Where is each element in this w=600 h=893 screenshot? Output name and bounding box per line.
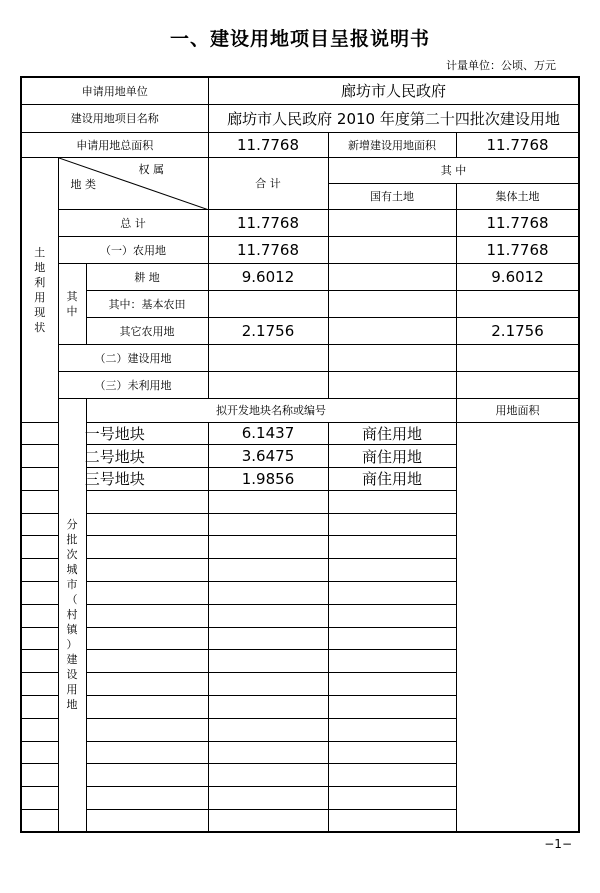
row-state <box>328 263 456 290</box>
qizhong-label <box>58 263 86 344</box>
vertical-char: 状 <box>34 320 46 334</box>
row-label: 其中：基本农田 <box>86 290 208 317</box>
plot-use <box>328 536 456 559</box>
plot-area <box>208 513 328 536</box>
status-row-unused <box>21 371 579 398</box>
vertical-char: 建 <box>66 653 78 667</box>
plot-row <box>21 673 579 696</box>
row-label: （三）未利用地 <box>58 371 208 398</box>
row-total <box>208 371 328 398</box>
plot-area: 3.6475 <box>208 445 328 468</box>
new-area-value: 11.7768 <box>456 132 579 157</box>
plot-row <box>21 810 579 833</box>
plot-name <box>21 718 208 741</box>
plot-row <box>21 764 579 787</box>
plot-area <box>208 810 328 833</box>
page-number: −1− <box>544 837 572 851</box>
total-area-label: 申请用地总面积 <box>21 132 208 157</box>
plot-area <box>208 536 328 559</box>
plot-area <box>208 787 328 810</box>
plot-name <box>21 764 208 787</box>
plot-area <box>208 764 328 787</box>
row-label: 总 计 <box>58 209 208 236</box>
plot-name <box>21 559 208 582</box>
plot-use <box>328 559 456 582</box>
unit-note: 计量单位：公顷、万元 <box>446 59 556 72</box>
row-total: 9.6012 <box>208 263 328 290</box>
status-row-basic-farmland <box>21 290 579 317</box>
row-state <box>328 317 456 344</box>
plot-name <box>21 582 208 605</box>
vertical-char: 设 <box>66 668 78 682</box>
plot-area <box>208 490 328 513</box>
plot-row <box>21 422 579 445</box>
plot-area: 1.9856 <box>208 468 328 491</box>
row-state <box>328 290 456 317</box>
plot-row <box>21 787 579 810</box>
row-label: 其它农用地 <box>86 317 208 344</box>
row-collective: 11.7768 <box>456 209 579 236</box>
plot-use <box>328 718 456 741</box>
row-total: 11.7768 <box>208 236 328 263</box>
vertical-char: 市 <box>66 578 78 592</box>
plot-row <box>21 604 579 627</box>
plot-row <box>21 627 579 650</box>
vertical-char: 地 <box>34 260 46 274</box>
plot-name <box>21 810 208 833</box>
plot-name: 三号地块 <box>21 468 208 491</box>
plot-use <box>328 673 456 696</box>
plot-row <box>21 468 579 491</box>
row-label: （二）建设用地 <box>58 344 208 371</box>
plot-area <box>208 582 328 605</box>
row-label: 耕 地 <box>86 263 208 290</box>
row-total <box>208 344 328 371</box>
col-total-header: 合 计 <box>208 157 328 209</box>
row-label: （一）农用地 <box>58 236 208 263</box>
vertical-char: 用 <box>34 290 46 304</box>
document-title: 一、建设用地项目呈报说明书 <box>169 28 430 50</box>
row-collective: 9.6012 <box>456 263 579 290</box>
col-plot-area-header: 用地面积 <box>456 398 579 422</box>
col-collective-header: 集体土地 <box>456 183 579 209</box>
project-value: 廊坊市人民政府 2010 年度第二十四批次建设用地 <box>208 104 579 132</box>
vertical-char: 次 <box>66 548 78 562</box>
total-area-value: 11.7768 <box>208 132 328 157</box>
status-row-construction <box>21 344 579 371</box>
col-among-header: 其 中 <box>328 157 579 183</box>
plot-row <box>21 696 579 719</box>
status-row-agri <box>21 236 579 263</box>
plot-area <box>208 650 328 673</box>
applicant-row <box>21 77 579 104</box>
row-total: 2.1756 <box>208 317 328 344</box>
status-row-total <box>21 209 579 236</box>
vertical-char: 用 <box>66 683 78 697</box>
plot-name <box>21 741 208 764</box>
row-state <box>328 371 456 398</box>
col-state-header: 国有土地 <box>328 183 456 209</box>
vertical-char: 村 <box>66 608 78 622</box>
plot-use: 商住用地 <box>328 422 456 445</box>
plot-row <box>21 490 579 513</box>
status-row-other-agri <box>21 317 579 344</box>
vertical-char: 镇 <box>66 623 78 637</box>
plot-name <box>21 787 208 810</box>
plot-use: 商住用地 <box>328 468 456 491</box>
plot-name: 二号地块 <box>21 445 208 468</box>
vertical-char: 中 <box>66 304 78 318</box>
plot-use <box>328 604 456 627</box>
vertical-char: 批 <box>66 533 78 547</box>
plot-area <box>208 604 328 627</box>
row-total: 11.7768 <box>208 209 328 236</box>
plot-row <box>21 718 579 741</box>
plot-area <box>208 696 328 719</box>
land-status-section-label <box>21 157 58 422</box>
plot-use <box>328 810 456 833</box>
vertical-char: 分 <box>66 518 78 532</box>
plot-row <box>21 536 579 559</box>
plot-use <box>328 741 456 764</box>
plot-row <box>21 513 579 536</box>
vertical-char: 土 <box>34 245 46 259</box>
plot-area <box>208 673 328 696</box>
plot-area <box>208 627 328 650</box>
applicant-value: 廊坊市人民政府 <box>208 77 579 104</box>
plot-row <box>21 582 579 605</box>
area-row <box>21 132 579 157</box>
vertical-char: 现 <box>34 305 46 319</box>
project-row <box>21 104 579 132</box>
plot-use <box>328 627 456 650</box>
plot-name <box>21 696 208 719</box>
batch-header-row <box>21 398 579 422</box>
plot-name <box>21 650 208 673</box>
row-state <box>328 236 456 263</box>
plot-name <box>21 536 208 559</box>
vertical-char: ） <box>66 638 78 652</box>
plot-row <box>21 559 579 582</box>
plot-name <box>21 490 208 513</box>
plot-name <box>21 604 208 627</box>
vertical-char: （ <box>66 593 78 607</box>
vertical-char: 城 <box>66 563 78 577</box>
row-collective <box>456 371 579 398</box>
project-label: 建设用地项目名称 <box>21 104 208 132</box>
plot-area <box>208 718 328 741</box>
plot-name <box>21 513 208 536</box>
plot-name: 一号地块 <box>21 422 208 445</box>
report-table <box>20 76 580 833</box>
diagonal-header-cell <box>58 157 208 209</box>
col-plot-name-header: 拟开发地块名称或编号 <box>86 398 456 422</box>
plot-use <box>328 650 456 673</box>
plot-use <box>328 787 456 810</box>
status-header-row <box>21 157 579 183</box>
row-total <box>208 290 328 317</box>
row-collective <box>456 344 579 371</box>
plot-name <box>21 627 208 650</box>
plot-use <box>328 696 456 719</box>
applicant-label: 申请用地单位 <box>21 77 208 104</box>
plot-row <box>21 741 579 764</box>
plot-row <box>21 445 579 468</box>
row-collective: 11.7768 <box>456 236 579 263</box>
row-state <box>328 209 456 236</box>
plot-use <box>328 764 456 787</box>
row-collective: 2.1756 <box>456 317 579 344</box>
row-collective <box>456 290 579 317</box>
diag-top-label: 权 属 <box>138 162 164 176</box>
plot-area <box>208 559 328 582</box>
plot-row <box>21 650 579 673</box>
vertical-char: 利 <box>34 275 46 289</box>
plot-area: 6.1437 <box>208 422 328 445</box>
status-row-arable <box>21 263 579 290</box>
plot-area <box>208 741 328 764</box>
plot-name <box>21 673 208 696</box>
plot-use <box>328 490 456 513</box>
plot-use: 商住用地 <box>328 445 456 468</box>
row-state <box>328 344 456 371</box>
plot-use <box>328 513 456 536</box>
new-area-label: 新增建设用地面积 <box>328 132 456 157</box>
plot-use <box>328 582 456 605</box>
vertical-char: 地 <box>66 698 78 712</box>
vertical-char: 其 <box>66 289 78 303</box>
diag-bottom-label: 地 类 <box>70 177 96 191</box>
